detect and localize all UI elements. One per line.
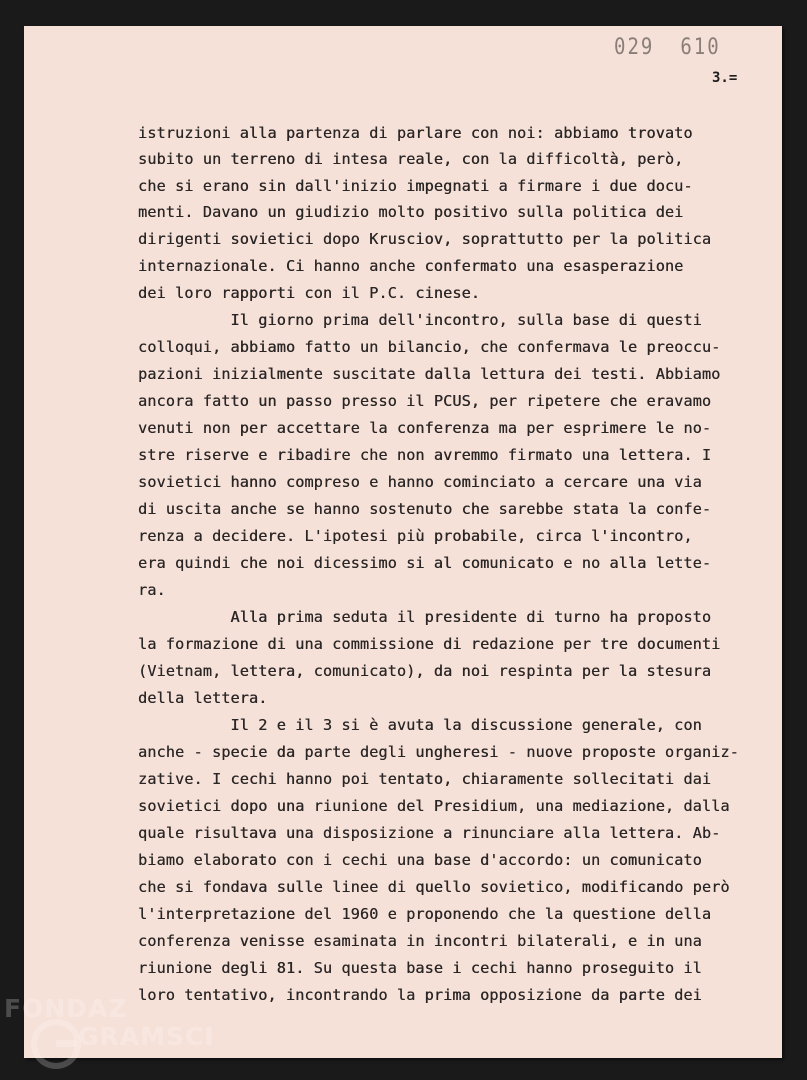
text-line: loro tentativo, incontrando la prima opposizione da parte dei: [138, 986, 702, 1004]
text-line: riunione degli 81. Su questa base i cechi hanno proseguito il: [138, 959, 702, 977]
text-line: che si erano sin dall'inizio impegnati a firmare i due docu-: [138, 177, 693, 195]
archive-stamp-part-2: 610: [680, 34, 721, 60]
text-line: era quindi che noi dicessimo si al comunicato e no alla lette-: [138, 554, 712, 572]
text-line: ra.: [138, 581, 166, 599]
text-line: della lettera.: [138, 689, 268, 707]
text-line: stre riserve e ribadire che non avremmo firmato una lettera. I: [138, 446, 712, 464]
text-line: Alla prima seduta il presidente di turno ha proposto: [138, 608, 712, 626]
text-line: di uscita anche se hanno sostenuto che sarebbe stata la confe-: [138, 500, 712, 518]
text-line: ancora fatto un passo presso il PCUS, per ripetere che eravamo: [138, 392, 712, 410]
text-line: biamo elaborato con i cechi una base d'accordo: un comunicato: [138, 851, 702, 869]
text-line: pazioni inizialmente suscitate dalla lettura dei testi. Abbiamo: [138, 365, 721, 383]
text-line: menti. Davano un giudizio molto positivo sulla politica dei: [138, 203, 684, 221]
watermark-text-2: GRAMSCI: [78, 1022, 215, 1051]
text-line: sovietici dopo una riunione del Presidium, una mediazione, dalla: [138, 797, 730, 815]
text-line: (Vietnam, lettera, comunicato), da noi respinta per la stesura: [138, 662, 712, 680]
text-line: subito un terreno di intesa reale, con la difficoltà, però,: [138, 150, 684, 168]
text-line: venuti non per accettare la conferenza ma per esprimere le no-: [138, 419, 712, 437]
text-line: Il giorno prima dell'incontro, sulla base di questi: [138, 311, 702, 329]
page-number: 3.=: [712, 70, 738, 86]
watermark-text-1: FONDAZ: [4, 994, 128, 1023]
text-line: conferenza venisse esaminata in incontri bilaterali, e in una: [138, 932, 702, 950]
document-page: [24, 26, 782, 1058]
text-line: dirigenti sovietici dopo Krusciov, soprattutto per la politica: [138, 230, 712, 248]
text-line: l'interpretazione del 1960 e proponendo che la questione della: [138, 905, 712, 923]
text-line: quale risultava una disposizione a rinunciare alla lettera. Ab-: [138, 824, 721, 842]
text-line: colloqui, abbiamo fatto un bilancio, che confermava le preoccu-: [138, 338, 721, 356]
text-line: anche - specie da parte degli ungheresi - nuove proposte organiz-: [138, 743, 739, 761]
text-line: Il 2 e il 3 si è avuta la discussione generale, con: [138, 716, 702, 734]
text-line: istruzioni alla partenza di parlare con noi: abbiamo trovato: [138, 124, 693, 142]
text-line: dei loro rapporti con il P.C. cinese.: [138, 284, 481, 302]
text-line: che si fondava sulle linee di quello sovietico, modificando però: [138, 878, 730, 896]
text-line: internazionale. Ci hanno anche confermato una esasperazione: [138, 257, 684, 275]
document-body: [24, 26, 782, 1058]
text-line: la formazione di una commissione di redazione per tre documenti: [138, 635, 721, 653]
text-line: zative. I cechi hanno poi tentato, chiaramente sollecitati dai: [138, 770, 712, 788]
archive-stamp-part-1: 029: [614, 34, 655, 60]
text-line: sovietici hanno compreso e hanno cominciato a cercare una via: [138, 473, 702, 491]
text-line: renza a decidere. L'ipotesi più probabile, circa l'incontro,: [138, 527, 693, 545]
